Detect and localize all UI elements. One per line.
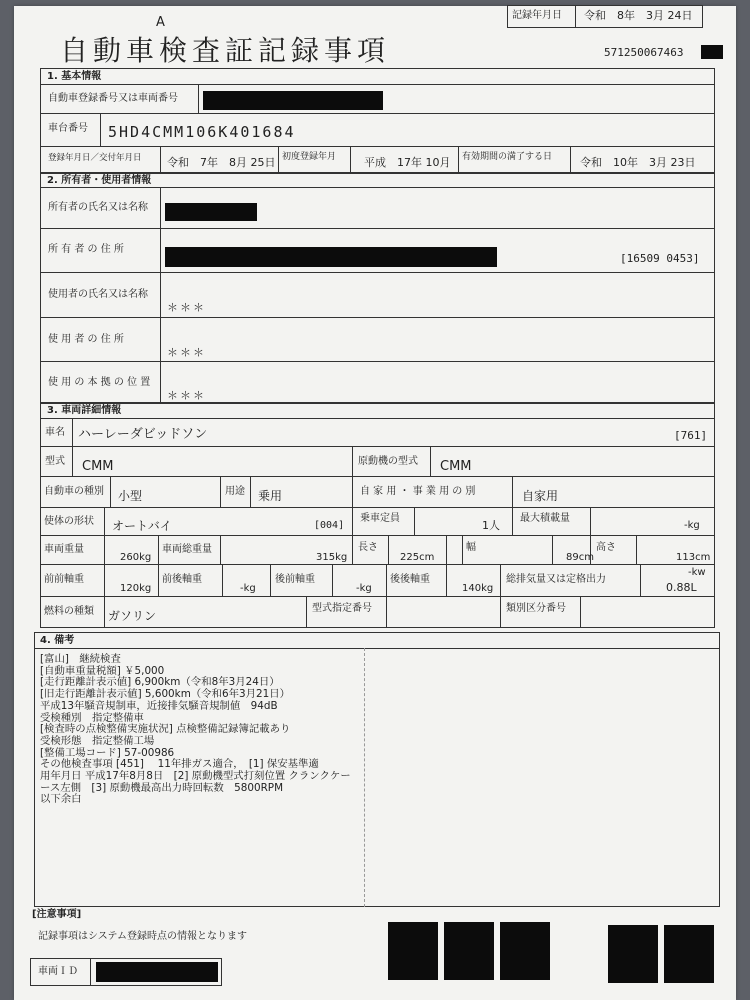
redaction-reg-number [203,91,383,110]
chassis-number-value: 5HD4CMM106K401684 [108,123,296,141]
expiry-value: 令和 10年 3月 23日 [580,156,696,169]
private-business-label: 自 家 用 ・ 事 業 用 の 別 [360,486,476,497]
base-location-value: ＊＊＊ [167,389,206,402]
user-name-label: 使用者の氏名又は名称 [48,289,148,300]
make-label: 車名 [45,427,65,438]
front-rear-axle-value: -kg [240,583,256,594]
engine-model-value: CMM [440,459,472,474]
capacity-value: 1人 [482,519,500,532]
redaction-code-block [500,922,550,980]
section-3-heading: 3. 車両詳細情報 [47,405,122,416]
record-date-value: 令和 8年 3月 24日 [584,9,693,22]
remarks-line: [旧走行距離計表示値] 5,600km（令和6年3月21日） [40,688,290,701]
length-label: 長さ [358,542,378,553]
remarks-line: [自動車重量税額] ￥5,000 [40,664,165,677]
max-load-label: 最大積載量 [520,513,570,524]
redaction-code-block [664,925,714,983]
vehicle-kind-label: 自動車の種別 [44,486,104,497]
document-title: 自動車検査証記録事項 [60,34,391,67]
vehicle-kind-value: 小型 [118,489,143,503]
notes-text: 記録事項はシステム登録時点の情報となります [38,931,247,942]
displacement-kw: -kw [688,567,706,578]
user-address-value: ＊＊＊ [167,346,206,359]
model-value: CMM [82,459,114,474]
owner-address-code: [16509 0453] [620,252,700,265]
redaction-doc-number [701,45,723,59]
type-designation-label: 型式指定番号 [312,603,372,614]
reg-date-label: 登録年月日／交付年月日 [48,153,142,163]
displacement-liters: 0.88L [666,581,697,594]
gross-weight-value: 315kg [316,552,348,563]
rear-front-axle-label: 後前軸重 [275,574,315,585]
engine-model-label: 原動機の型式 [358,456,418,467]
rear-front-axle-value: -kg [356,583,372,594]
section-4-heading: 4. 備考 [40,635,75,646]
make-code: [761] [674,429,708,442]
redaction-vehicle-id [96,962,218,982]
front-front-axle-value: 120kg [120,583,152,594]
front-front-axle-label: 前前軸重 [44,574,84,585]
record-date-label: 記録年月日 [512,10,562,21]
base-location-label: 使 用 の 本 拠 の 位 置 [48,377,151,388]
remarks-line: [富山] 継続検査 [40,653,121,665]
max-load-value: -kg [684,520,700,531]
use-label: 用途 [225,486,245,497]
class-number-label: 類別区分番号 [506,603,566,614]
capacity-label: 乗車定員 [360,513,400,524]
remarks-line: [検査時の点検整備実施状況] 点検整備記録簿記載あり [40,723,291,736]
use-value: 乗用 [258,489,283,503]
remarks-line: 用年月日 平成17年8月8日 [2] 原動機型式打刻位置 クランクケー [40,770,351,783]
displacement-label: 総排気量又は定格出力 [506,574,606,585]
body-shape-label: 使体の形状 [44,516,94,527]
redaction-owner-address [165,247,497,267]
front-rear-axle-label: 前後軸重 [162,574,202,585]
first-reg-value: 平成 17年 10月 [364,156,451,169]
make-value: ハーレーダビッドソン [78,427,208,442]
a-mark: A [156,15,165,30]
remarks-line: 受検種別 指定整備車 [40,711,144,724]
redaction-code-block [444,922,494,980]
remarks-line: ース左側 [3] 原動機最高出力時回転数 5800RPM [40,781,284,794]
expiry-label: 有効期間の満了する日 [462,152,553,162]
redaction-code-block [608,925,658,983]
chassis-number-label: 車台番号 [48,123,88,134]
rear-rear-axle-value: 140kg [462,583,494,594]
remarks-line: 受検形態 指定整備工場 [40,734,155,747]
first-reg-label: 初度登録年月 [282,152,337,162]
reg-number-label: 自動車登録番号又は車両番号 [48,93,178,104]
width-label: 幅 [466,542,476,553]
remarks-line: その他検査事項 [451] 11年排ガス適合， [1] 保安基準適 [40,758,319,771]
redaction-code-block [388,922,438,980]
notes-heading: [注意事項] [32,909,82,920]
private-business-value: 自家用 [522,489,559,503]
remarks-list [40,654,351,806]
vehicle-id-label: 車両ＩＤ [38,966,78,977]
height-value: 113cm [676,552,711,563]
length-value: 225cm [400,552,435,563]
owner-name-label: 所有者の氏名又は名称 [48,202,148,213]
remarks-line: 以下余白 [40,793,82,806]
body-shape-value: オートバイ [112,519,172,533]
vehicle-weight-label: 車両重量 [44,544,84,555]
user-name-value: ＊＊＊ [167,301,206,314]
section-1-heading: 1. 基本情報 [47,71,102,82]
redaction-owner-name [165,203,257,221]
user-address-label: 使 用 者 の 住 所 [48,334,124,345]
remarks-line: [走行距離計表示値] 6,900km（令和8年3月24日） [40,676,280,689]
remarks-line: [整備工場コード] 57-00986 [40,746,175,759]
reg-date-value: 令和 7年 8月 25日 [167,156,276,169]
document-number: 571250067463 [604,46,684,59]
owner-address-label: 所 有 者 の 住 所 [48,244,124,255]
body-shape-code: [004] [314,520,345,531]
fuel-type-value: ガソリン [108,609,157,623]
section-2-heading: 2. 所有者・使用者情報 [47,175,152,186]
vehicle-weight-value: 260kg [120,552,152,563]
rear-rear-axle-label: 後後軸重 [390,574,430,585]
model-label: 型式 [45,456,65,467]
fuel-type-label: 燃料の種類 [44,606,94,617]
gross-weight-label: 車両総重量 [162,544,212,555]
width-value: 89cm [566,552,594,563]
height-label: 高さ [596,542,616,553]
remarks-line: 平成13年騒音規制車，近接排気騒音規制値 94dB [40,699,278,712]
